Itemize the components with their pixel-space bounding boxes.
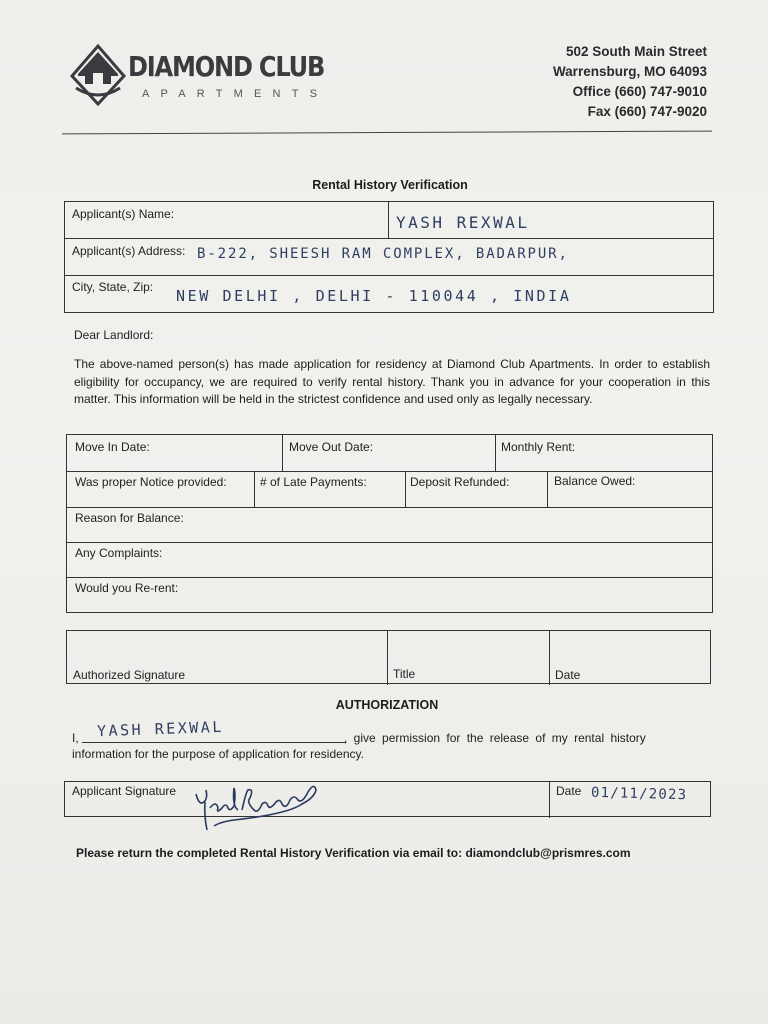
- move-in-date-field[interactable]: Move In Date:: [75, 440, 150, 454]
- applicant-name-label: Applicant(s) Name:: [72, 207, 175, 221]
- authorization-statement-line1: , give permission for the release of my rental history: [344, 731, 646, 745]
- city-state-zip-label: City, State, Zip:: [72, 280, 154, 294]
- applicant-signature-image: [190, 780, 330, 836]
- request-paragraph: The above-named person(s) has made application for residency at Diamond Club Apartments. In order to establish eligibility for occupancy, we are required to verify rental history. Thank you in advance for your cooperation in this matter. This information will be held in the strictest confidence and used only as legally necessary.: [74, 357, 710, 406]
- re-rent-field[interactable]: Would you Re-rent:: [75, 581, 179, 595]
- applicant-date-field[interactable]: 01/11/2023: [590, 784, 688, 804]
- greeting: Dear Landlord:: [74, 328, 154, 342]
- return-instructions: Please return the completed Rental History Verification via email to: diamondclub@prismres.com: [76, 846, 631, 860]
- monthly-rent-field[interactable]: Monthly Rent:: [501, 440, 576, 454]
- authorization-prefix: I,: [72, 731, 79, 745]
- proper-notice-field[interactable]: Was proper Notice provided:: [75, 475, 227, 489]
- reason-for-balance-field[interactable]: Reason for Balance:: [75, 511, 184, 525]
- address-street: 502 South Main Street: [565, 44, 707, 59]
- office-address: [553, 42, 707, 122]
- address-fax: Fax (660) 747-9020: [587, 104, 707, 119]
- header-divider: [62, 131, 712, 135]
- city-state-zip-field[interactable]: NEW DELHI , DELHI - 110044 , INDIA: [176, 287, 572, 305]
- late-payments-field[interactable]: # of Late Payments:: [260, 475, 367, 489]
- applicant-name-field[interactable]: YASH REXWAL: [396, 213, 530, 232]
- applicant-date-label: Date: [556, 784, 582, 798]
- applicant-address-field[interactable]: B-222, SHEESH RAM COMPLEX, BADARPUR,: [197, 246, 569, 262]
- form-title: Rental History Verification: [312, 178, 468, 192]
- brand-logo: [68, 40, 328, 110]
- applicant-signature-field[interactable]: [190, 780, 330, 836]
- brand-name: DIAMOND CLUB: [128, 50, 325, 83]
- balance-owed-field[interactable]: Balance Owed:: [554, 474, 636, 488]
- landlord-title-field[interactable]: Title: [393, 667, 416, 681]
- authorization-name-field[interactable]: YASH REXWAL: [96, 717, 225, 741]
- complaints-field[interactable]: Any Complaints:: [75, 546, 163, 560]
- move-out-date-field[interactable]: Move Out Date:: [289, 440, 374, 454]
- landlord-date-field[interactable]: Date: [555, 668, 581, 682]
- address-office-phone: Office (660) 747-9010: [572, 84, 707, 99]
- applicant-address-label: Applicant(s) Address:: [72, 244, 186, 258]
- authorized-signature-field[interactable]: Authorized Signature: [73, 668, 186, 682]
- authorization-name-line: [82, 742, 346, 743]
- house-diamond-icon: [68, 42, 134, 106]
- brand-subtitle: APARTMENTS: [142, 88, 329, 100]
- applicant-signature-label: Applicant Signature: [72, 784, 177, 798]
- address-city: Warrensburg, MO 64093: [552, 64, 707, 79]
- deposit-refunded-field[interactable]: Deposit Refunded:: [410, 475, 510, 489]
- authorization-statement-line2: information for the purpose of application for residency.: [72, 747, 364, 761]
- authorization-heading: AUTHORIZATION: [335, 698, 439, 712]
